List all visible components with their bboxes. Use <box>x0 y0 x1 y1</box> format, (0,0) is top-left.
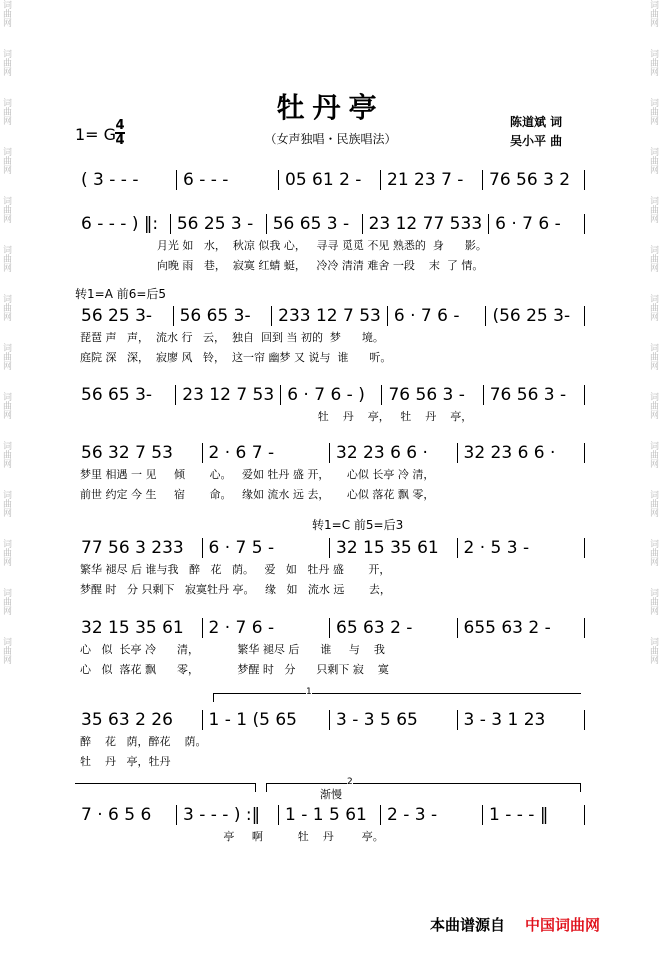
lyric-line: 心 似 落花 飘 零， 梦醒 时 分 只剩下 寂 寞 <box>80 663 389 676</box>
lyric-line: 庭院 深 深， 寂廖 风 铃， 这一帘 幽梦 又 说与 谁 听。 <box>80 351 392 364</box>
bar-line <box>584 170 585 190</box>
measure: 3 - - - ) :‖ <box>183 805 261 825</box>
measure: 76 56 3 - <box>489 385 567 405</box>
staff-line <box>75 708 585 772</box>
watermark-text: 词曲网 <box>648 294 658 321</box>
measure: 7 · 6 5 6 <box>81 805 152 825</box>
notation-row <box>75 616 585 640</box>
measure: 6 · 7 6 - <box>495 214 561 234</box>
footer-source-text: 本曲谱源自 <box>430 916 506 934</box>
song-subtitle: （女声独唱・民族唱法） <box>264 132 397 146</box>
lyric-line: 繁华 褪尽 后 谁与我 醉 花 荫。 爱 如 牡丹 盛 开， <box>80 563 391 576</box>
time-signature-top: 4 <box>115 118 125 133</box>
measure: 05 61 2 - <box>285 170 362 190</box>
watermark-text: 词曲网 <box>1 588 11 615</box>
watermark-text: 词曲网 <box>1 343 11 370</box>
measure: 56 65 3- <box>179 306 251 326</box>
staff-line <box>75 212 585 276</box>
measure: 56 25 3 - <box>176 214 254 234</box>
watermark-text: 词曲网 <box>648 539 658 566</box>
bar-line <box>584 618 585 638</box>
staff-line <box>75 383 585 427</box>
lyricist-credit: 陈道斌 词 <box>510 115 563 129</box>
measure: 77 56 3 233 <box>81 538 184 558</box>
bar-line <box>584 385 585 405</box>
notation-row <box>75 383 585 407</box>
lyric-line: 琵琶 声 声， 流水 行 云， 独自 回到 当 初的 梦 境。 <box>80 331 384 344</box>
watermark-text: 词曲网 <box>1 294 11 321</box>
staff-line <box>75 168 585 192</box>
measure: 3 - 3 5 65 <box>336 710 418 730</box>
watermark-text: 词曲网 <box>648 196 658 223</box>
volta-1-bracket-continued <box>75 783 256 792</box>
volta-2-label: 2 <box>347 777 353 787</box>
measure: 32 15 35 61 <box>336 538 439 558</box>
modulation-mark: 转1=C 前5=后3 <box>312 518 404 532</box>
measure: 32 15 35 61 <box>81 618 184 638</box>
watermark-text: 词曲网 <box>648 441 658 468</box>
measure: 76 56 3 - <box>388 385 465 405</box>
staff-line <box>75 304 585 368</box>
measure: 56 32 7 53 <box>81 443 173 463</box>
bar-line <box>584 805 585 825</box>
bar-line <box>584 306 585 326</box>
measure: 2 · 6 7 - <box>208 443 275 463</box>
measure: 32 23 6 6 · <box>336 443 428 463</box>
measure: 3 - 3 1 23 <box>463 710 546 730</box>
measure: 56 65 3 - <box>272 214 350 234</box>
watermark-text: 词曲网 <box>1 98 11 125</box>
measure: 6 · 7 6 - ) <box>287 385 365 405</box>
watermark-text: 词曲网 <box>648 490 658 517</box>
tempo-mark: 渐慢 <box>320 788 342 801</box>
lyric-line: 亭 啊 牡 丹 亭。 <box>80 830 384 843</box>
watermark-text: 词曲网 <box>648 588 658 615</box>
lyric-line: 前世 约定 今 生 宿 命。 缘如 流水 远 去， 心似 落花 飘 零， <box>80 488 435 501</box>
staff-line <box>75 803 585 847</box>
measure: ( 3 - - - <box>81 170 139 190</box>
modulation-mark: 转1=A 前6=后5 <box>75 287 167 301</box>
watermark-text: 词曲网 <box>648 245 658 272</box>
watermark-text: 词曲网 <box>648 49 658 76</box>
watermark-text: 词曲网 <box>648 343 658 370</box>
measure: 655 63 2 - <box>463 618 551 638</box>
bar-line <box>584 443 585 463</box>
measure: 21 23 7 - <box>387 170 464 190</box>
measure: 2 · 7 6 - <box>208 618 275 638</box>
key-signature: 1= G <box>75 125 117 144</box>
watermark-text: 词曲网 <box>648 392 658 419</box>
watermark-text: 词曲网 <box>648 0 658 27</box>
measure: 2 - 3 - <box>387 805 438 825</box>
notation-row <box>75 536 585 560</box>
watermark-text: 词曲网 <box>648 637 658 664</box>
volta-2-bracket <box>266 777 581 792</box>
lyric-line: 牡 丹 亭，牡丹 <box>80 755 171 768</box>
volta-1-label: 1 <box>306 687 312 697</box>
measure: 1 - 1 (5 65 <box>208 710 297 730</box>
staff-line <box>75 536 585 600</box>
footer-source <box>430 914 600 935</box>
lyric-line: 月光 如 水， 秋凉 似我 心， 寻寻 觅觅 不见 熟悉的 身 影。 <box>80 239 487 252</box>
watermark-text: 词曲网 <box>1 637 11 664</box>
time-signature <box>115 119 125 147</box>
watermark-text: 词曲网 <box>1 539 11 566</box>
measure: 2 · 5 3 - <box>463 538 530 558</box>
notation-row <box>75 803 585 827</box>
footer-site-link[interactable]: 中国词曲网 <box>525 916 601 934</box>
lyric-line: 梦醒 时 分 只剩下 寂寞牡丹 亭。 缘 如 流水 远 去， <box>80 583 391 596</box>
measure: 6 - - - ) ‖: <box>81 214 159 234</box>
notation-row <box>75 212 585 236</box>
watermark-text: 词曲网 <box>1 49 11 76</box>
watermark-text: 词曲网 <box>1 392 11 419</box>
notation-row <box>75 304 585 328</box>
lyric-line: 向晚 雨 巷， 寂寞 红蜻 蜓， 冷冷 清清 难舍 一段 末 了 情。 <box>80 259 484 272</box>
volta-1-bracket <box>213 687 581 702</box>
lyric-line: 梦里 相遇 一 见 倾 心。 爱如 牡丹 盛 开， 心似 长亭 冷 清， <box>80 468 435 481</box>
measure: 65 63 2 - <box>336 618 413 638</box>
notation-row <box>75 441 585 465</box>
watermark-text: 词曲网 <box>1 245 11 272</box>
measure: 56 65 3- <box>81 385 153 405</box>
measure: 76 56 3 2 <box>489 170 571 190</box>
bar-line <box>584 538 585 558</box>
measure: 1 - 1 5 61 <box>285 805 367 825</box>
notation-row <box>75 168 585 192</box>
measure: 23 12 7 53 <box>182 385 275 405</box>
lyric-line: 心 似 长亭 冷 清， 繁华 褪尽 后 谁 与 我 <box>80 643 385 656</box>
measure: 6 · 7 5 - <box>208 538 275 558</box>
watermark-text: 词曲网 <box>648 98 658 125</box>
measure: 35 63 2 26 <box>81 710 173 730</box>
composer-credit: 吴小平 曲 <box>510 134 563 148</box>
watermark-text: 词曲网 <box>1 441 11 468</box>
measure: 233 12 7 53 <box>278 306 381 326</box>
watermark-text: 词曲网 <box>648 147 658 174</box>
staff-line <box>75 616 585 680</box>
measure: 6 · 7 6 - <box>393 306 460 326</box>
measure: 56 25 3- <box>81 306 153 326</box>
bar-line <box>584 710 585 730</box>
notation-row <box>75 708 585 732</box>
measure: 6 - - - <box>183 170 229 190</box>
staff-line <box>75 441 585 505</box>
lyric-line: 醉 花 荫，醉花 荫。 <box>80 735 207 748</box>
measure: 23 12 77 533 <box>368 214 483 234</box>
bar-line <box>584 214 585 234</box>
watermark-text: 词曲网 <box>1 147 11 174</box>
measure: (56 25 3- <box>492 306 571 326</box>
measure: 32 23 6 6 · <box>463 443 556 463</box>
watermark-text: 词曲网 <box>1 196 11 223</box>
measure: 1 - - - ‖ <box>489 805 549 825</box>
watermark-text: 词曲网 <box>1 490 11 517</box>
time-signature-bottom: 4 <box>115 133 125 148</box>
song-title: 牡丹亭 <box>276 91 385 124</box>
lyric-line: 牡 丹 亭， 牡 丹 亭， <box>80 410 473 423</box>
watermark-text: 词曲网 <box>1 0 11 27</box>
